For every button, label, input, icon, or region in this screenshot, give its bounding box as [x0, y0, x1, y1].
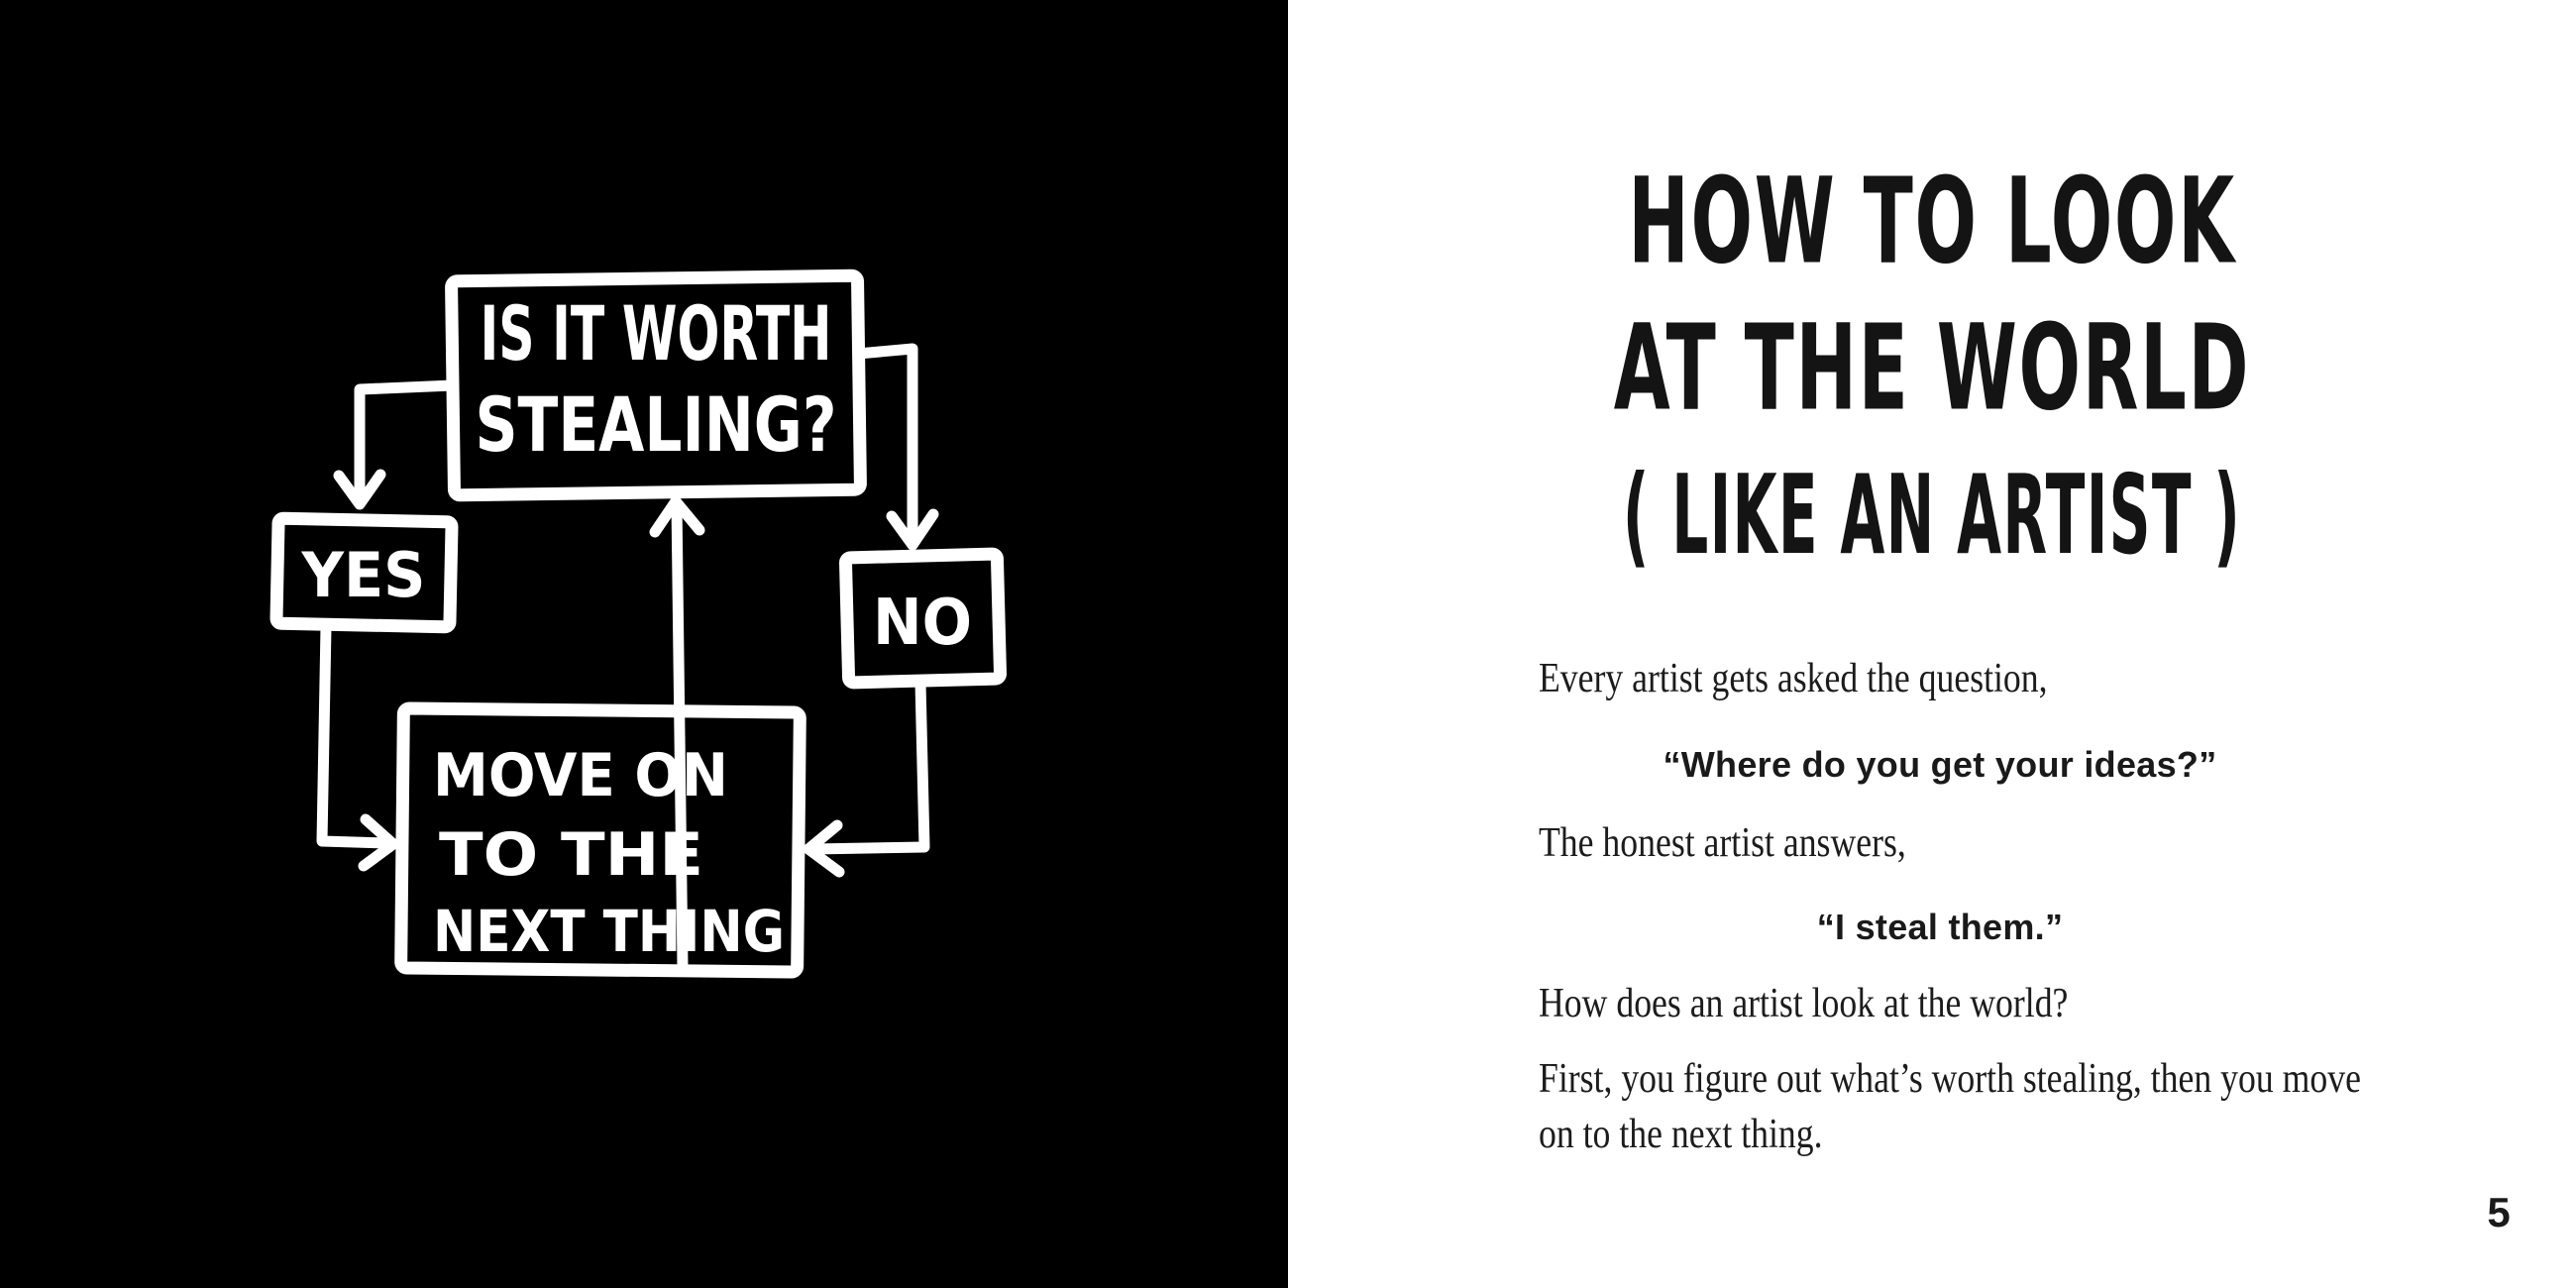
- page-number: 5: [2487, 1189, 2511, 1235]
- chapter-title-line2: AT THE WORLD: [1613, 298, 2251, 437]
- connector-yes-to-moveon: [322, 627, 393, 866]
- flowchart-yes-label: YES: [300, 539, 426, 611]
- flowchart-moveon-line2: TO THE: [439, 820, 703, 890]
- flowchart-moveon-line1: MOVE ON: [433, 741, 728, 810]
- connector-question-to-no: [858, 349, 933, 545]
- paragraph-question-intro: Every artist gets asked the question,: [1539, 656, 2048, 701]
- paragraph-first-figure-line2: on to the next thing.: [1539, 1112, 1823, 1157]
- connector-question-to-yes: [339, 385, 453, 504]
- chapter-title-line3: ( LIKE AN ARTIST ): [1622, 450, 2242, 580]
- paragraph-first-figure-line1: First, you figure out what’s worth stealing, then you move: [1539, 1056, 2361, 1102]
- flowchart-question-line2: STEALING?: [475, 380, 837, 469]
- quote-i-steal-them: “I steal them.”: [1816, 907, 2064, 947]
- quote-where-ideas: “Where do you get your ideas?”: [1663, 744, 2217, 785]
- paragraph-how-look: How does an artist look at the world?: [1539, 981, 2069, 1026]
- flowchart-moveon-line3: NEXT THING: [433, 898, 785, 965]
- paragraph-honest-artist: The honest artist answers,: [1539, 820, 1906, 866]
- flowchart-no-label: NO: [873, 587, 972, 660]
- right-page: [1288, 0, 2576, 1288]
- body-text-column: [1539, 0, 2361, 1288]
- flowchart-question-line1: IS IT WORTH: [480, 289, 832, 377]
- connector-no-to-moveon: [808, 683, 924, 872]
- chapter-title-line1: HOW TO LOOK: [1628, 152, 2236, 290]
